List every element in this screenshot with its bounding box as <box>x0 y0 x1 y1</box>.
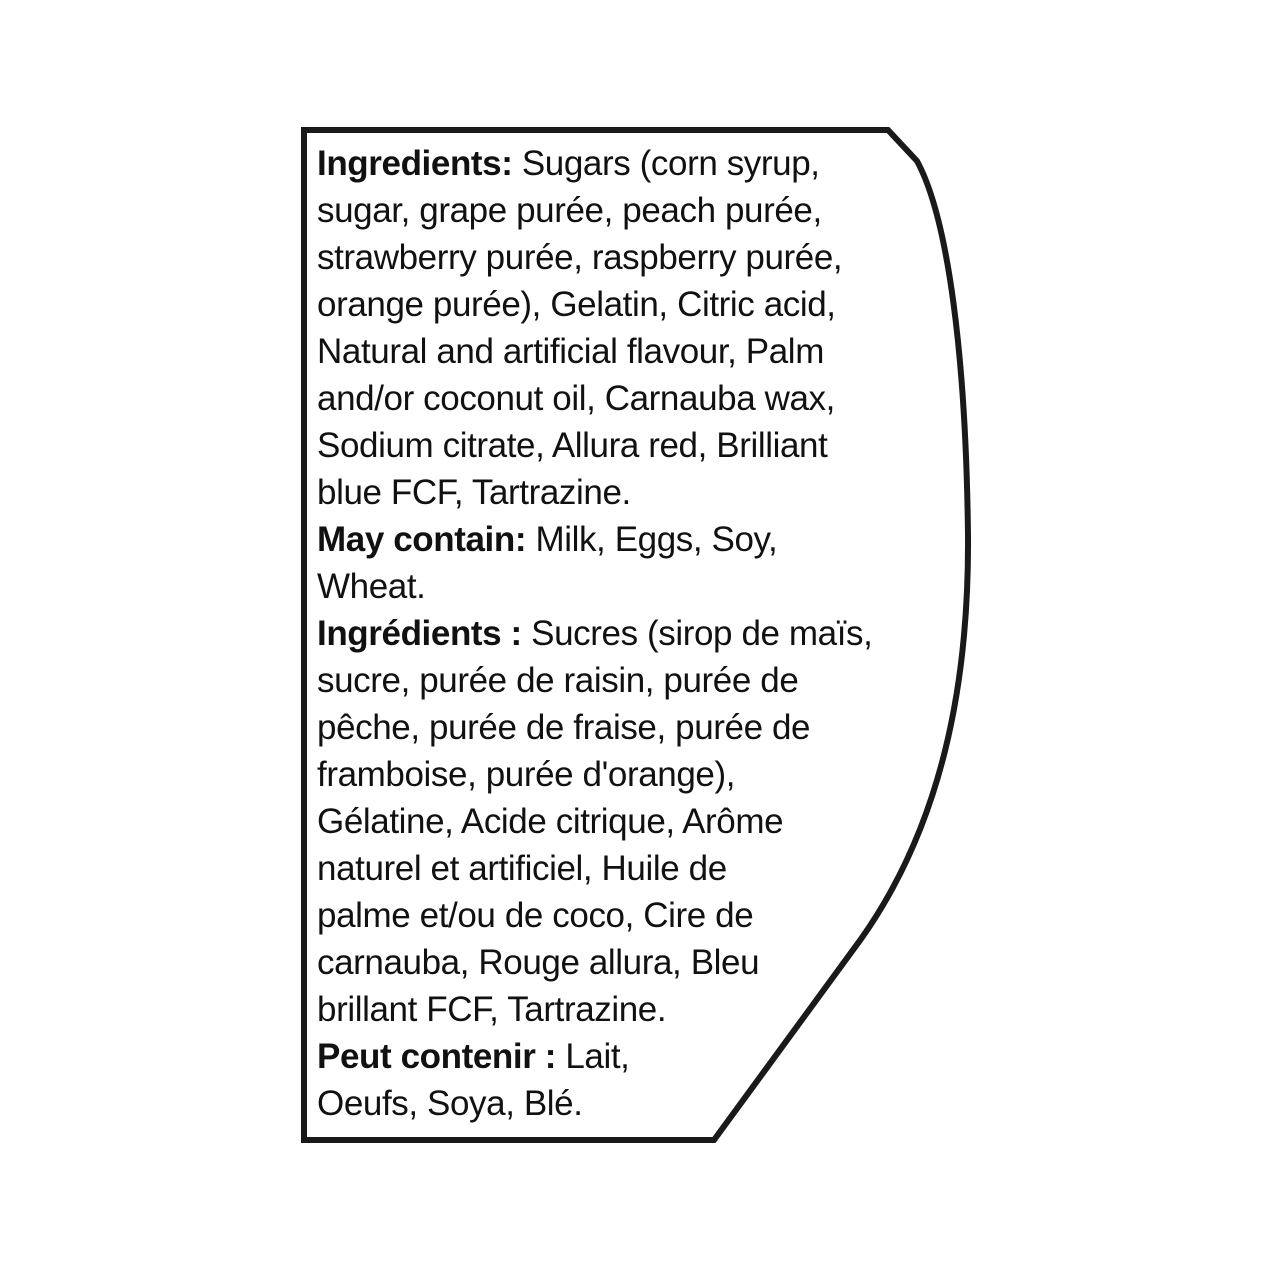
label-line-heading: Ingrédients : <box>317 614 522 653</box>
label-line-text: Sucres (sirop de maïs, <box>521 614 873 653</box>
label-line <box>317 798 957 845</box>
label-line-text: palme et/ou de coco, Cire de <box>317 896 754 935</box>
label-line-text: naturel et artificiel, Huile de <box>317 849 727 888</box>
label-line <box>317 469 957 516</box>
label-line <box>317 939 957 986</box>
label-line-text: Milk, Eggs, Soy, <box>526 520 778 559</box>
label-line-text: Natural and artificial flavour, Palm <box>317 332 824 371</box>
label-line <box>317 704 957 751</box>
label-line <box>317 140 957 187</box>
label-line <box>317 234 957 281</box>
label-line-text: brillant FCF, Tartrazine. <box>317 990 667 1029</box>
label-line-text: Lait, <box>556 1037 630 1076</box>
label-line-text: Sodium citrate, Allura red, Brilliant <box>317 426 828 465</box>
label-line <box>317 892 957 939</box>
label-line <box>317 375 957 422</box>
label-line <box>317 422 957 469</box>
label-line <box>317 563 957 610</box>
label-line-text: orange purée), Gelatin, Citric acid, <box>317 285 836 324</box>
label-line-heading: Ingredients: <box>317 144 513 183</box>
label-line-heading: Peut contenir : <box>317 1037 557 1076</box>
label-line <box>317 657 957 704</box>
label-line-text: carnauba, Rouge allura, Bleu <box>317 943 760 982</box>
label-line-text: framboise, purée d'orange), <box>317 755 736 794</box>
label-line <box>317 281 957 328</box>
label-line <box>317 516 957 563</box>
label-line <box>317 845 957 892</box>
label-line-text: blue FCF, Tartrazine. <box>317 473 631 512</box>
label-line-text: Sugars (corn syrup, <box>512 144 820 183</box>
label-line <box>317 1033 957 1080</box>
label-line <box>317 751 957 798</box>
label-line-text: Oeufs, Soya, Blé. <box>317 1084 583 1123</box>
label-line-text: Wheat. <box>317 567 426 606</box>
label-line <box>317 986 957 1033</box>
label-line <box>317 187 957 234</box>
label-line-text: pêche, purée de fraise, purée de <box>317 708 811 747</box>
label-line-text: sugar, grape purée, peach purée, <box>317 191 822 230</box>
ingredients-panel <box>300 126 976 1146</box>
label-line-text: and/or coconut oil, Carnauba wax, <box>317 379 835 418</box>
label-line <box>317 328 957 375</box>
label-line <box>317 1080 957 1127</box>
label-line-text: sucre, purée de raisin, purée de <box>317 661 799 700</box>
label-line <box>317 610 957 657</box>
ingredients-text <box>317 140 957 1127</box>
label-line-heading: May contain: <box>317 520 527 559</box>
label-line-text: Gélatine, Acide citrique, Arôme <box>317 802 784 841</box>
label-line-text: strawberry purée, raspberry purée, <box>317 238 843 277</box>
